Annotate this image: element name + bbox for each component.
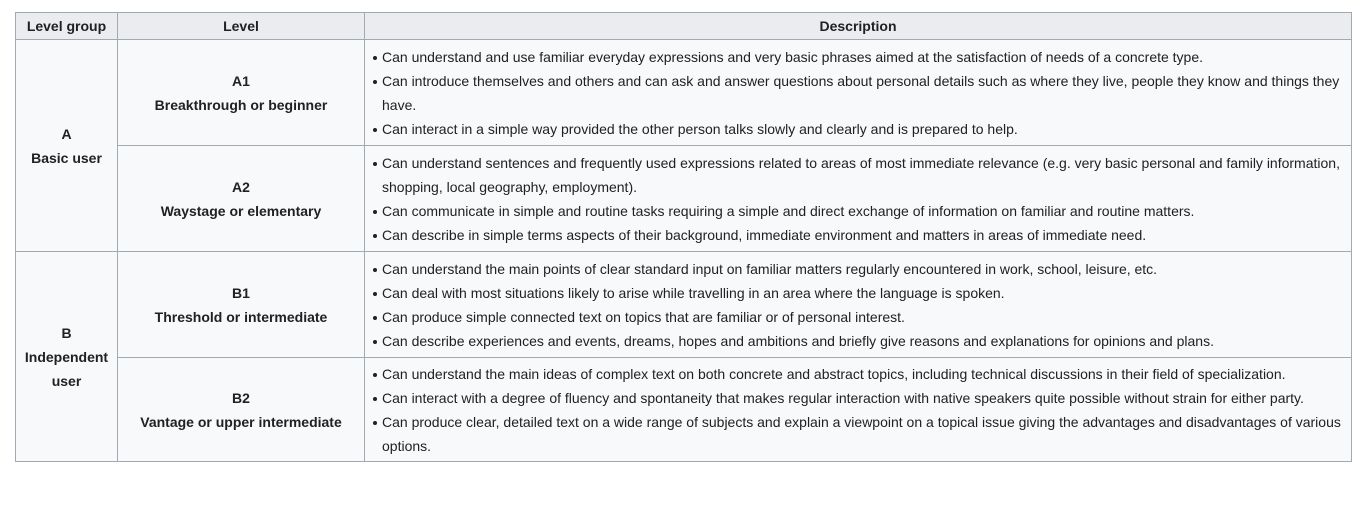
- level-group-code: A: [61, 125, 72, 142]
- level-name: Waystage or elementary: [160, 202, 322, 219]
- description-a2: [365, 146, 1352, 252]
- list-item: Can produce clear, detailed text on a wide range of subjects and explain a viewpoint on a topical issue giving the advantages and disadvantages of various options.: [373, 410, 1343, 458]
- list-item: Can interact with a degree of fluency and spontaneity that makes regular interaction with native speakers quite possible without strain for either party.: [373, 386, 1343, 410]
- list-item: Can deal with most situations likely to arise while travelling in an area where the language is spoken.: [373, 281, 1343, 305]
- list-item: Can produce simple connected text on topics that are familiar or of personal interest.: [373, 305, 1343, 329]
- level-name: Vantage or upper intermediate: [140, 413, 342, 430]
- description-b1: [365, 252, 1352, 358]
- level-group-name: Independent: [24, 348, 109, 365]
- header-level: Level: [118, 13, 365, 40]
- level-group-name: Basic user: [31, 149, 102, 166]
- description-list: [373, 45, 1343, 141]
- level-code: A1: [232, 72, 250, 89]
- header-description: Description: [365, 13, 1352, 40]
- description-list: [373, 362, 1343, 458]
- description-a1: [365, 40, 1352, 146]
- level-group-a: [16, 40, 118, 252]
- list-item: Can interact in a simple way provided the other person talks slowly and clearly and is prepared to help.: [373, 117, 1343, 141]
- level-name: Breakthrough or beginner: [154, 96, 328, 113]
- description-list: [373, 257, 1343, 353]
- level-group-b: [16, 252, 118, 462]
- list-item: Can describe in simple terms aspects of their background, immediate environment and matters in areas of immediate need.: [373, 223, 1343, 247]
- table-row-a2: [16, 146, 1352, 252]
- list-item: Can communicate in simple and routine tasks requiring a simple and direct exchange of information on familiar and routine matters.: [373, 199, 1343, 223]
- level-b2: [118, 358, 365, 462]
- level-b1: [118, 252, 365, 358]
- level-group-name: user: [51, 372, 82, 389]
- list-item: Can understand the main ideas of complex text on both concrete and abstract topics, including technical discussions in their field of specialization.: [373, 362, 1343, 386]
- level-a2: [118, 146, 365, 252]
- level-code: B2: [232, 389, 250, 406]
- level-code: A2: [232, 178, 250, 195]
- level-name: Threshold or intermediate: [154, 308, 328, 325]
- level-group-code: B: [61, 324, 72, 341]
- list-item: Can introduce themselves and others and can ask and answer questions about personal details such as where they live, people they know and things they have.: [373, 69, 1343, 117]
- table-row-b2: [16, 358, 1352, 462]
- level-code: B1: [232, 284, 250, 301]
- header-level-group: Level group: [16, 13, 118, 40]
- description-b2: [365, 358, 1352, 462]
- list-item: Can understand and use familiar everyday expressions and very basic phrases aimed at the satisfaction of needs of a concrete type.: [373, 45, 1343, 69]
- description-list: [373, 151, 1343, 247]
- table-row-a1: [16, 40, 1352, 146]
- cefr-levels-table: [15, 12, 1352, 462]
- cefr-levels-table-wrapper: [15, 12, 1352, 462]
- list-item: Can understand the main points of clear standard input on familiar matters regularly encountered in work, school, leisure, etc.: [373, 257, 1343, 281]
- list-item: Can describe experiences and events, dreams, hopes and ambitions and briefly give reasons and explanations for opinions and plans.: [373, 329, 1343, 353]
- list-item: Can understand sentences and frequently used expressions related to areas of most immediate relevance (e.g. very basic personal and family information, shopping, local geography, employment).: [373, 151, 1343, 199]
- table-row-b1: [16, 252, 1352, 358]
- level-a1: [118, 40, 365, 146]
- header-row: [16, 13, 1352, 40]
